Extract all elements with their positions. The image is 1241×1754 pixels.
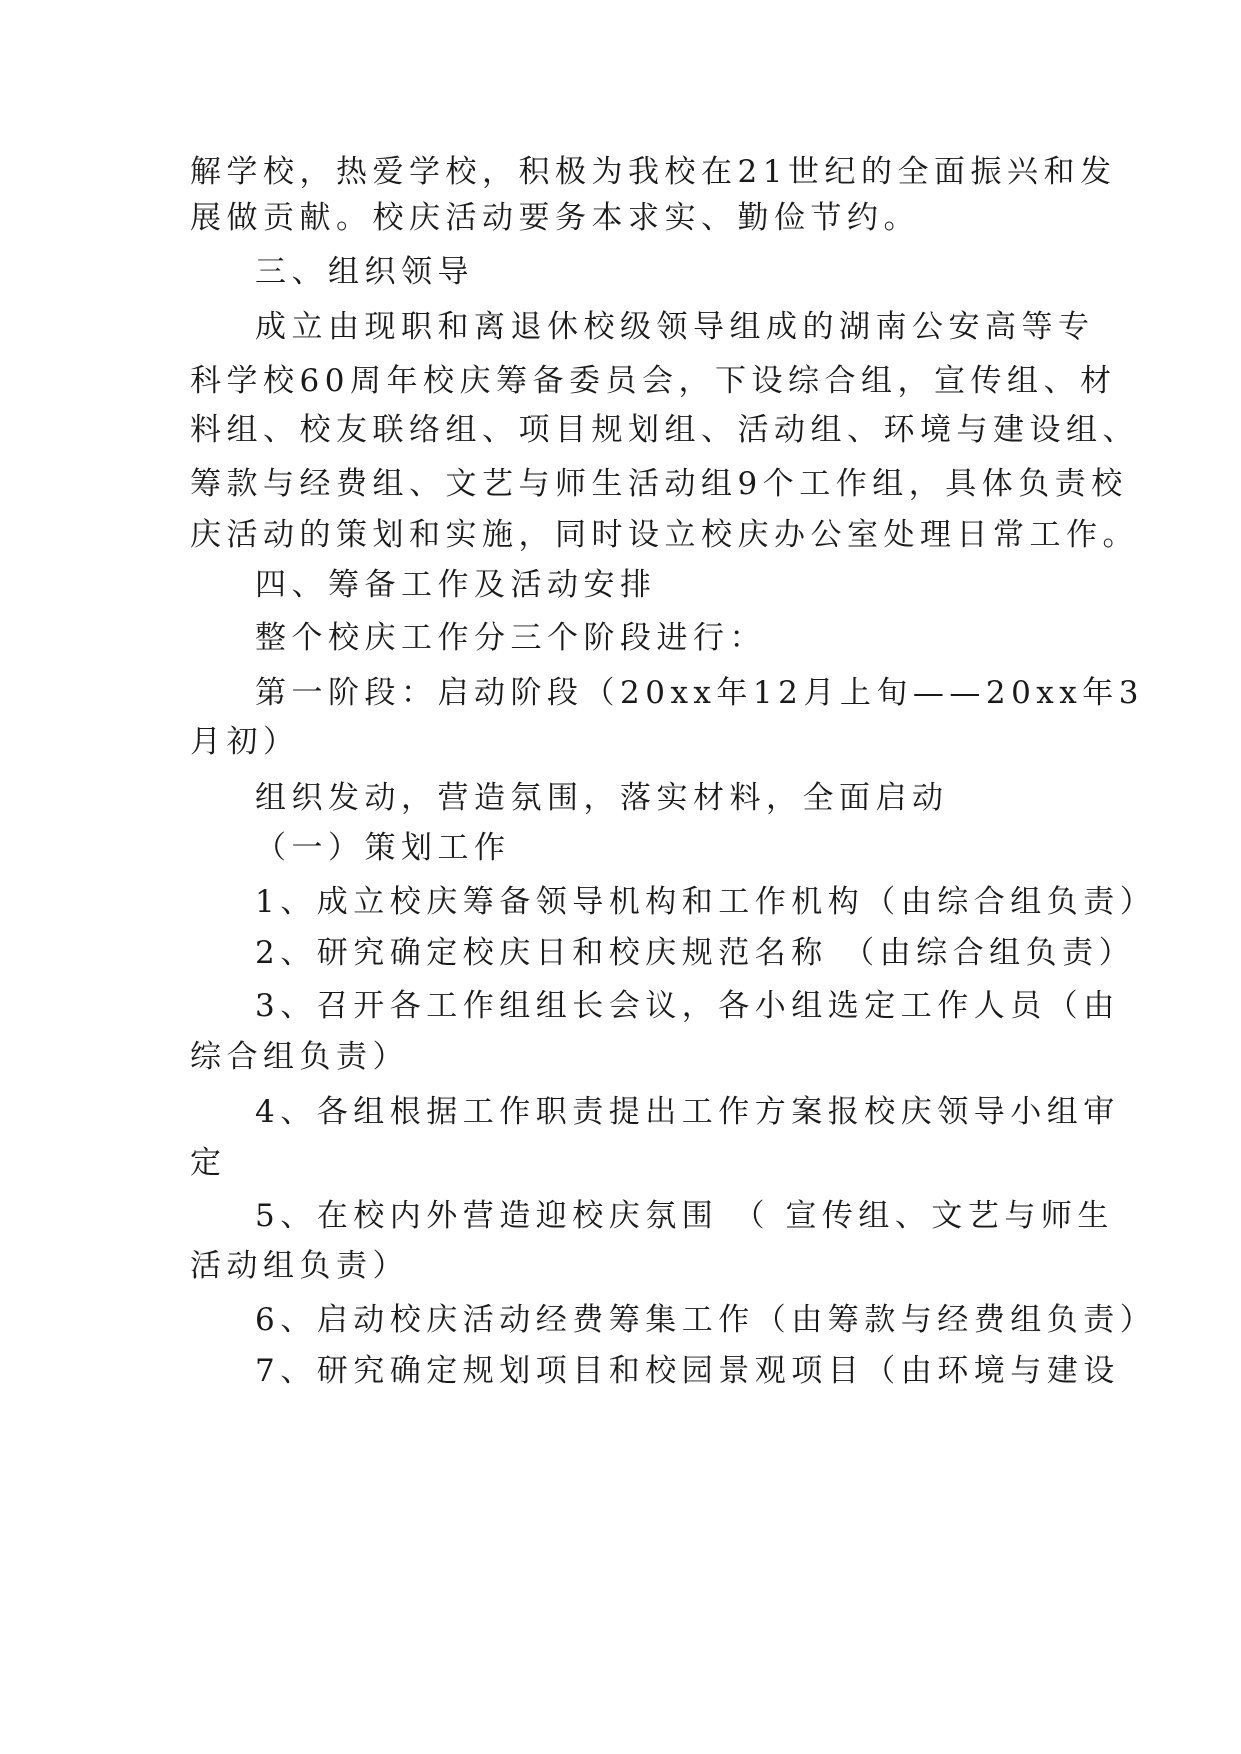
subsection-heading: （一）策划工作 bbox=[255, 830, 511, 866]
body-text-line: 料组、校友联络组、项目规划组、活动组、环境与建设组、 bbox=[190, 412, 1139, 448]
section-heading: 三、组织领导 bbox=[255, 254, 474, 290]
list-item: 4、各组根据工作职责提出工作方案报校庆领导小组审 bbox=[255, 1094, 1120, 1130]
body-text-line: 科学校60周年校庆筹备委员会，下设综合组，宣传组、材 bbox=[190, 363, 1117, 399]
list-item: 1、成立校庆筹备领导机构和工作机构（由综合组负责） bbox=[255, 884, 1157, 920]
list-item: 3、召开各工作组组长会议，各小组选定工作人员（由 bbox=[255, 988, 1120, 1024]
body-text-line: 庆活动的策划和实施，同时设立校庆办公室处理日常工作。 bbox=[190, 517, 1139, 553]
body-text-line: 展做贡献。校庆活动要务本求实、勤俭节约。 bbox=[190, 200, 920, 236]
list-item: 7、研究确定规划项目和校园景观项目（由环境与建设 bbox=[255, 1353, 1120, 1389]
body-text-line: 解学校，热爱学校，积极为我校在21世纪的全面振兴和发 bbox=[190, 154, 1117, 190]
body-text-line: 组织发动，营造氛围，落实材料，全面启动 bbox=[255, 780, 949, 816]
list-item-continuation: 活动组负责） bbox=[190, 1248, 409, 1284]
body-text-line: 整个校庆工作分三个阶段进行： bbox=[255, 620, 766, 656]
list-item: 5、在校内外营造迎校庆氛围 （ 宣传组、文艺与师生 bbox=[255, 1198, 1114, 1234]
list-item-continuation: 综合组负责） bbox=[190, 1039, 409, 1075]
body-text-line: 筹款与经费组、文艺与师生活动组9个工作组，具体负责校 bbox=[190, 466, 1128, 502]
section-heading: 四、筹备工作及活动安排 bbox=[255, 567, 657, 603]
list-item: 2、研究确定校庆日和校庆规范名称 （由综合组负责） bbox=[255, 935, 1136, 971]
list-item-continuation: 定 bbox=[190, 1145, 227, 1181]
body-text-line: 成立由现职和离退休校级领导组成的湖南公安高等专 bbox=[255, 309, 1095, 345]
body-text-line: 第一阶段：启动阶段（20xx年12月上旬——20xx年3 bbox=[255, 675, 1144, 711]
list-item: 6、启动校庆活动经费筹集工作（由筹款与经费组负责） bbox=[255, 1302, 1157, 1338]
body-text-line: 月初） bbox=[190, 724, 300, 760]
